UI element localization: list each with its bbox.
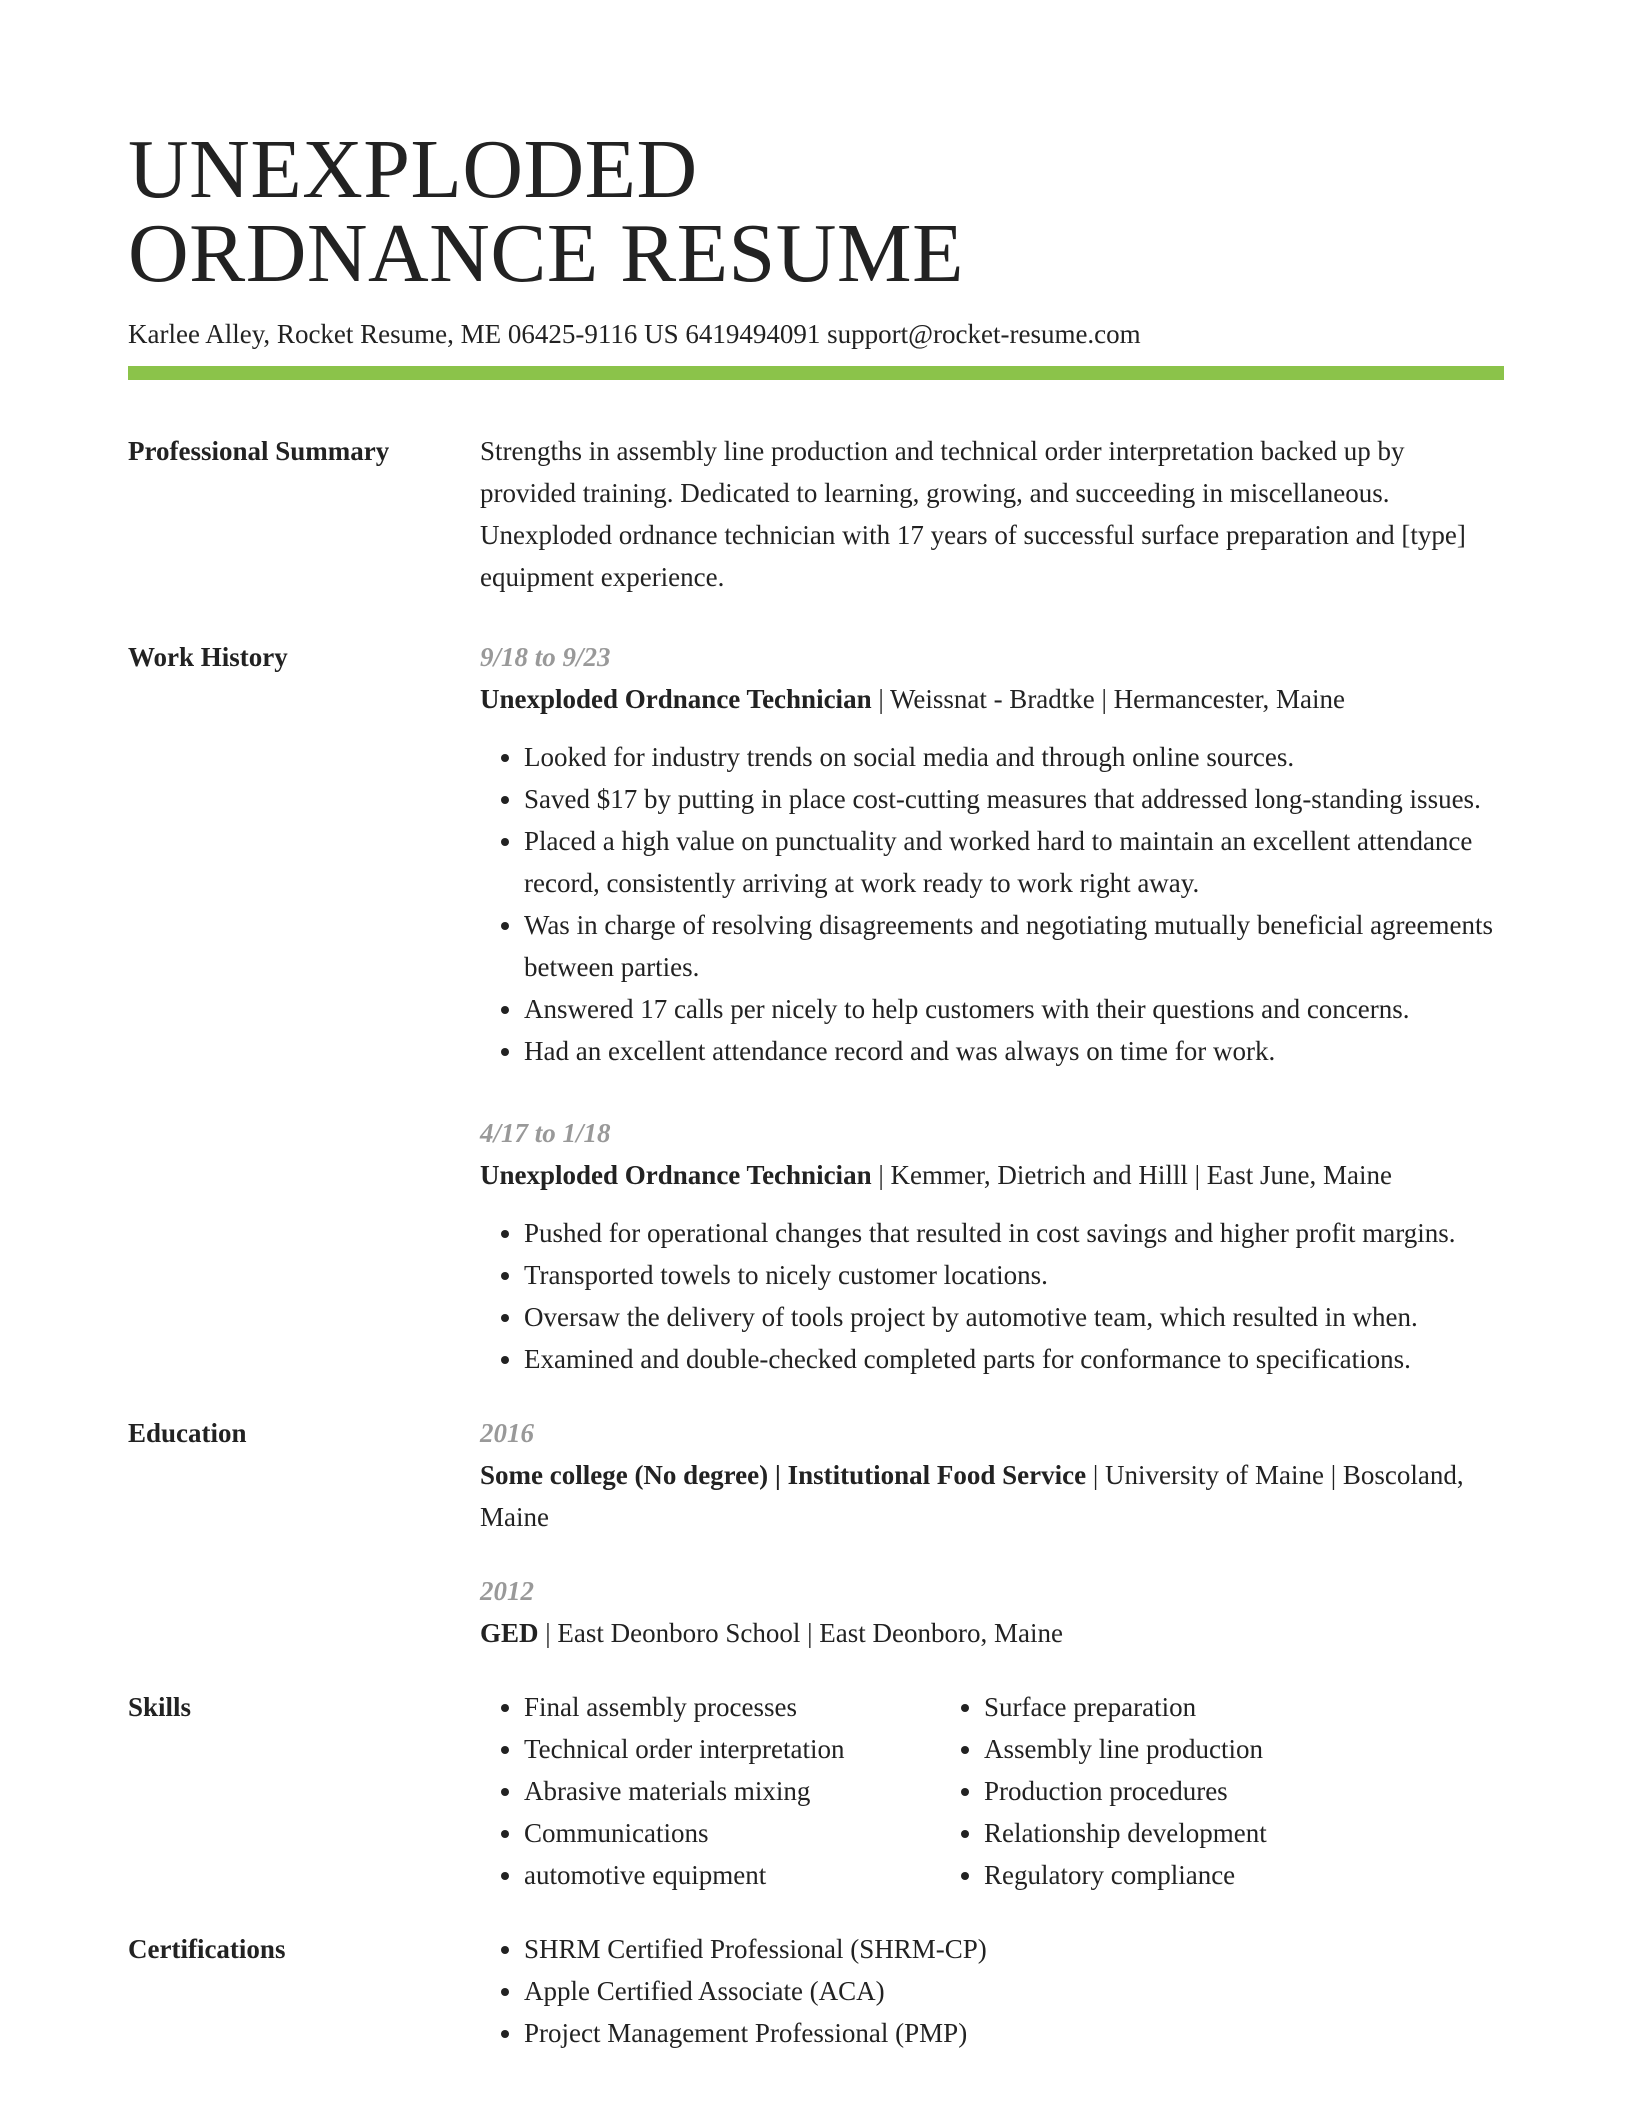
skill-item: • Abrasive materials mixing bbox=[524, 1770, 940, 1812]
education-year: 2016 bbox=[480, 1418, 534, 1448]
job-title: Unexploded Ordnance Technician bbox=[480, 684, 872, 714]
skills-section bbox=[128, 1686, 1504, 1896]
education-section bbox=[128, 1412, 1504, 1654]
education-details: | University of Maine | Boscoland, Maine bbox=[480, 1460, 1464, 1532]
skill-item: • Final assembly processes bbox=[524, 1686, 940, 1728]
skills-columns bbox=[480, 1686, 1504, 1896]
job-bullet: • Transported towels to nicely customer locations. bbox=[524, 1254, 1504, 1296]
job-bullets bbox=[480, 736, 1504, 1072]
work-history-body bbox=[480, 636, 1504, 1380]
summary-body bbox=[480, 430, 1504, 598]
job-bullet: • Was in charge of resolving disagreements and negotiating mutually beneficial agreements between parties. bbox=[524, 904, 1504, 988]
skills-column-1 bbox=[480, 1686, 940, 1896]
certification-item: • Apple Certified Associate (ACA) bbox=[524, 1970, 1504, 2012]
job-entry bbox=[480, 1112, 1504, 1380]
certifications-body bbox=[480, 1928, 1504, 2054]
skills-column-2 bbox=[940, 1686, 1444, 1896]
job-bullet: • Pushed for operational changes that resulted in cost savings and higher profit margins. bbox=[524, 1212, 1504, 1254]
education-entry bbox=[480, 1412, 1504, 1538]
education-label: Education bbox=[128, 1418, 247, 1448]
job-bullet: • Saved $17 by putting in place cost-cutting measures that addressed long-standing issues. bbox=[524, 778, 1504, 820]
certification-item: • SHRM Certified Professional (SHRM-CP) bbox=[524, 1928, 1504, 1970]
skills-label: Skills bbox=[128, 1692, 192, 1722]
job-bullet: • Looked for industry trends on social media and through online sources. bbox=[524, 736, 1504, 778]
education-details: | East Deonboro School | East Deonboro, Maine bbox=[538, 1618, 1063, 1648]
skill-item: • Relationship development bbox=[984, 1812, 1444, 1854]
summary-label: Professional Summary bbox=[128, 436, 390, 466]
contact-info: Karlee Alley, Rocket Resume, ME 06425-9116 US 6419494091 support@rocket-resume.com bbox=[128, 319, 1141, 349]
skill-item: • Regulatory compliance bbox=[984, 1854, 1444, 1896]
education-degree: GED bbox=[480, 1618, 539, 1648]
job-heading bbox=[480, 1154, 1504, 1196]
job-bullet: • Answered 17 calls per nicely to help customers with their questions and concerns. bbox=[524, 988, 1504, 1030]
job-details: | Kemmer, Dietrich and Hilll | East June, Maine bbox=[871, 1160, 1392, 1190]
summary-section bbox=[128, 430, 1504, 598]
education-year: 2012 bbox=[480, 1576, 534, 1606]
certifications-label: Certifications bbox=[128, 1934, 286, 1964]
title-line-2: ORDNANCE RESUME bbox=[128, 207, 964, 300]
work-history-section bbox=[128, 636, 1504, 1380]
skill-item: • Production procedures bbox=[984, 1770, 1444, 1812]
skill-item: • automotive equipment bbox=[524, 1854, 940, 1896]
education-entry bbox=[480, 1570, 1504, 1654]
certifications-section bbox=[128, 1928, 1504, 2054]
title-line-1: UNEXPLODED bbox=[128, 123, 698, 216]
job-dates: 9/18 to 9/23 bbox=[480, 642, 611, 672]
job-bullet: • Oversaw the delivery of tools project by automotive team, which resulted in when. bbox=[524, 1296, 1504, 1338]
education-heading bbox=[480, 1612, 1504, 1654]
job-bullet: • Placed a high value on punctuality and worked hard to maintain an excellent attendance record, consistently arriving at work ready to work right away. bbox=[524, 820, 1504, 904]
job-bullets bbox=[480, 1212, 1504, 1380]
education-heading bbox=[480, 1454, 1504, 1538]
skill-item: • Assembly line production bbox=[984, 1728, 1444, 1770]
education-degree: Some college (No degree) | Institutional Food Service bbox=[480, 1460, 1087, 1490]
job-bullet: • Had an excellent attendance record and was always on time for work. bbox=[524, 1030, 1504, 1072]
job-dates: 4/17 to 1/18 bbox=[480, 1118, 611, 1148]
job-bullet: • Examined and double-checked completed parts for conformance to specifications. bbox=[524, 1338, 1504, 1380]
education-body bbox=[480, 1412, 1504, 1654]
skill-item: • Technical order interpretation bbox=[524, 1728, 940, 1770]
job-entry bbox=[480, 636, 1504, 1072]
work-history-label: Work History bbox=[128, 642, 288, 672]
skill-item: • Surface preparation bbox=[984, 1686, 1444, 1728]
skills-body bbox=[480, 1686, 1504, 1896]
header-divider bbox=[128, 366, 1504, 380]
skill-item: • Communications bbox=[524, 1812, 940, 1854]
job-title: Unexploded Ordnance Technician bbox=[480, 1160, 872, 1190]
resume-page bbox=[128, 0, 1504, 2054]
certification-item: • Project Management Professional (PMP) bbox=[524, 2012, 1504, 2054]
job-heading bbox=[480, 678, 1504, 720]
job-details: | Weissnat - Bradtke | Hermancester, Maine bbox=[871, 684, 1345, 714]
summary-text: Strengths in assembly line production and technical order interpretation backed up by provided training. Dedicated to learning, growing, and succeeding in miscellaneous. Unexploded ordnance technician with 17 years of successful surface preparation and [type] equipment experience. bbox=[480, 436, 1466, 592]
certifications-list bbox=[480, 1928, 1504, 2054]
resume-title bbox=[128, 123, 1504, 300]
